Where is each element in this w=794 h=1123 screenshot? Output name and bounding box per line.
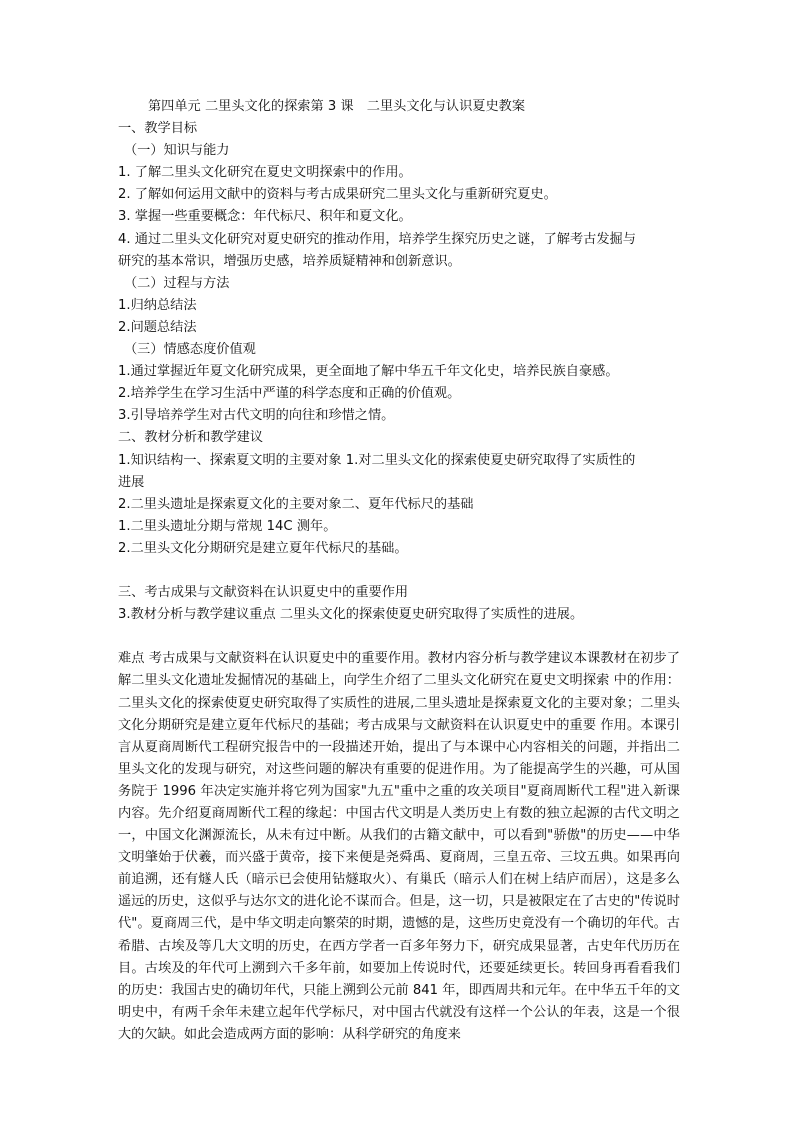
body-paragraph: 难点 考古成果与文献资料在认识夏史中的重要作用。教材内容分析与教学建议本课教材在初步了解二里头文化遗址发掘情况的基础上，向学生介绍了二里头文化研究在夏史文明探索 中的作用：二里头文化的探索使夏史研究取得了实质性的进展,二里头遗址是探索夏文化的主要对象；二里头文化分期研究是建立夏年代标尺的基础；考古成果与文献资料在认识夏史中的重要 作用。本课引言从夏商周断代工程研究报告中的一段描述开始，提出了与本课中心内容相关的问题，并指出二里头文化的发现与研究，对这些问题的解决有重要的促进作用。为了能提高学生的兴趣，可从国务院于 1996 年决定实施并将它列为国家"九五"重中之重的攻关项目"夏商周断代工程"进入新课内容。先介绍夏商周断代工程的缘起：中国古代文明是人类历史上有数的独立起源的古代文明之一，中国文化渊源流长，从未有过中断。从我们的古籍文献中，可以看到"骄傲"的历史——中华文明肇始于伏羲，而兴盛于黄帝，接下来便是尧舜禹、夏商周，三皇五帝、三坟五典。如果再向前追溯，还有燧人氏（暗示已会使用钻燧取火）、有巢氏（暗示人们在树上结庐而居），这是多么遥远的历史，这似乎与达尔文的进化论不谋而合。但是，这一切，只是被限定在了古史的"传说时代"。夏商周三代，是中华文明走向繁荣的时期，遗憾的是，这些历史竟没有一个确切的年代。古希腊、古埃及等几大文明的历史，在西方学者一百多年努力下，研究成果显著，古史年代历历在目。古埃及的年代可上溯到六千多年前，如要加上传说时代，还要延续更长。转回身再看看我们的历史：我国古史的确切年代，只能上溯到公元前 841 年，即西周共和元年。在中华五千年的文明史中，有两千余年未建立起年代学标尺，对中国古代就没有这样一个公认的年表，这是一个很大的欠缺。如此会造成两方面的影响：从科学研究的角度来 [118,651,680,1042]
text-line: 进展 [118,474,145,490]
text-line: 3.教材分析与教学建议重点 二里头文化的探索使夏史研究取得了实质性的进展。 [118,607,584,623]
text-line: 1.归纳总结法 [118,297,197,313]
subheading-attitude: （三）情感态度价值观 [124,342,256,358]
text-line: 3. 掌握一些重要概念：年代标尺、积年和夏文化。 [118,209,412,225]
blank-line [118,560,680,582]
text-line: 2.二里头文化分期研究是建立夏年代标尺的基础。 [118,540,408,556]
text-line: 1.通过掌握近年夏文化研究成果，更全面地了解中华五千年文化史，培养民族自豪感。 [118,364,619,380]
text-line: 1. 了解二里头文化研究在夏史文明探索中的作用。 [118,165,412,181]
text-line: 2.培养学生在学习生活中严谨的科学态度和正确的价值观。 [118,386,461,402]
text-line: 4. 通过二里头文化研究对夏史研究的推动作用，培养学生探究历史之谜，了解考古发掘与 [118,231,636,247]
text-line: 1.二里头遗址分期与常规 14C 测年。 [118,518,337,534]
document-page [118,96,680,1046]
text-line: 3.引导培养学生对古代文明的向往和珍惜之情。 [118,408,395,424]
section-heading-archaeology: 三、考古成果与文献资料在认识夏史中的重要作用 [118,585,409,601]
text-line: 研究的基本常识，增强历史感，培养质疑精神和创新意识。 [118,253,461,269]
text-line: 2.问题总结法 [118,319,197,335]
text-line: 2.二里头遗址是探索夏文化的主要对象二、夏年代标尺的基础 [118,496,474,512]
text-line: 2. 了解如何运用文献中的资料与考古成果研究二里头文化与重新研究夏史。 [118,187,557,203]
document-title: 第四单元 二里头文化的探索第 3 课 二里头文化与认识夏史教案 [148,99,526,114]
section-heading-objectives: 一、教学目标 [118,121,198,137]
subheading-process: （二）过程与方法 [124,275,230,291]
subheading-knowledge: （一）知识与能力 [124,143,230,159]
blank-line [118,626,680,648]
section-heading-analysis: 二、教材分析和教学建议 [118,430,264,446]
text-line: 1.知识结构一、探索夏文明的主要对象 1.对二里头文化的探索使夏史研究取得了实质性的 [118,452,636,468]
